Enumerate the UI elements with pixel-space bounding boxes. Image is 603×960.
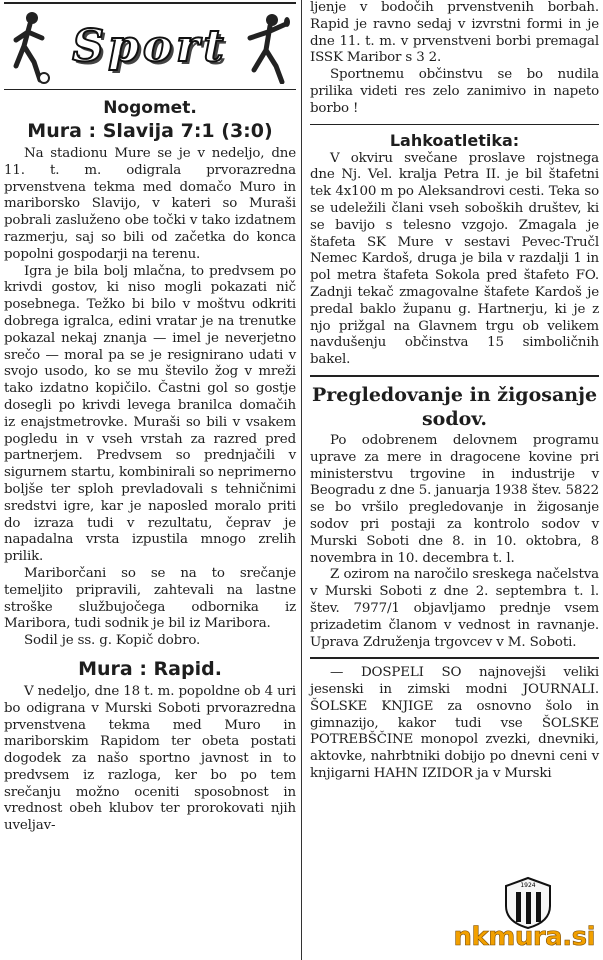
match1-paragraph: Igra je bila bolj mlačna, to predvsem po krivdi gostov, ki niso mogli pokazati nič posebnega. Težko bi bilo v moštvu odkriti dobrega igralca, edini vratar je na trenutke pokazal nekaj znanja — imel je neverjetno srečo — moral pa se je resignirano udati v svojo usodo, ko se mu število žog v mreži tako izdatno kopičilo. Častni gol so gostje dosegli po krivdi levega branilca domačih iz enajstmetrovke. Muraši so bili v vsakem pogledu in v vseh vrstah za razred pred partnerjem. Predvsem so prednjačili v sigurnem startu, kombinirali so neprimerno boljše ter sploh prevladovali s tehničnimi sredstvi igre, kar je naposled moralo priti do izraza tudi v rezultatu, čeprav je napadalna vrsta izpustila mnogo zrelih prilik.	[4, 263, 296, 565]
notice-paragraph: Po odobrenem delovnem programu uprave za mere in dragocene kovine pri ministerstvu trgovine in industrije v Beogradu z dne 5. januarja 1938 štev. 5822 se bo vršilo pregledovanje in žigosanje sodov pri postaji za kontrolo sodov v Murski Soboti dne 8. in 10. oktobra, 8 novembra in 10. decembra t. l.	[310, 432, 599, 566]
continuation-paragraph: Sportnemu občinstvu se bo nudila prilika videti res zelo zanimivo in napeto borbo !	[310, 67, 599, 116]
soccer-player-icon	[10, 10, 50, 84]
notice-paragraph: Z ozirom na naročilo sreskega načelstva v Murski Soboti z dne 2. septembra t. l. štev. 7977/1 objavljamo prednje vsem prizadetim članom v vednost in ravnanje. Uprava Združenja trgovcev v M. Soboti.	[310, 567, 599, 650]
athletics-title: Lahkoatletika:	[389, 130, 520, 150]
divider	[310, 375, 599, 377]
match1-paragraph: Na stadionu Mure se je v nedeljo, dne 11. t. m. odigrala prvorazredna prvenstvena tekma med domačo Muro in mariborsko Slavijo, v kateri so Muraši pobrali zasluženo obe točki v tako izdatnem razmerju, saj so bili od začetka do konca popolni gospodarji na terenu.	[4, 146, 296, 262]
banner-title: Sport	[72, 21, 228, 72]
match1-paragraph: Mariborčani so se na to srečanje temeljito pripravili, zahtevali na lastne stroške službujočega odbornika iz Maribora, tudi sodnik je bil iz Maribora.	[4, 565, 296, 632]
match2-paragraph: V nedeljo, dne 18 t. m. popoldne ob 4 uri bo odigrana v Murski Soboti prvorazredna prvenstvena tekma med Muro in mariborskim Rapidom ter obeta postati dogodek za našo sportno javnost in to predvsem iz razloga, ker bo po tem srečanju možno oceniti sposobnost in vrednost obeh klubov ter prorokovati njih uveljav-	[4, 683, 296, 834]
match1-referee: Sodil je ss. g. Kopič dobro.	[24, 633, 201, 649]
left-column	[2, 0, 302, 960]
divider	[310, 657, 599, 659]
sport-banner	[4, 2, 296, 90]
divider	[310, 124, 599, 125]
match1-title: Mura : Slavija 7:1 (3:0)	[27, 120, 273, 142]
logo-year: 1924	[520, 882, 536, 889]
athletics-paragraph: V okviru svečane proslave rojstnega dne Nj. Vel. kralja Petra II. je bil štafetni tek 4x100 m po Aleksandrovi cesti. Teka so se udeležili člani vseh soboških društev, ki se bavijo s telesno vzgojo. Zmagala je štafeta SK Mure v sestavi Pevec-Tručl Nemec Kardoš, druga je bila v razdalji 1 in pol metra štafeta Sokola pred štafeto FO. Zadnji tekač zmagovalne štafete Kardoš je predal baklo županu g. Hartnerju, ki je z njo prižgal na Glavnem trgu ob velikem navdušenju občinstva 15 simboličnih bakel.	[310, 150, 599, 368]
discus-thrower-icon	[242, 10, 290, 84]
right-column	[305, 0, 601, 960]
continuation-paragraph: ljenje v bodočih prvenstvenih borbah. Rapid je ravno sedaj v izvrstni formi in je dne 11. t. m. v prvenstveni borbi premagal ISSK Maribor s 3 2.	[310, 0, 599, 66]
match2-title: Mura : Rapid.	[78, 657, 222, 680]
advertisement-paragraph: — DOSPELI SO najnovejši veliki jesenski in zimski modni JOURNALI. ŠOLSKE KNJIGE za osnovno šolo in gimnazijo, kakor tudi vse ŠOLSKE POTREBŠČINE monopol zvezki, dnevniki, aktovke, nahrbtniki dobijo po dnevni ceni v knjigarni HAHN IZIDOR ja v Murski	[310, 665, 599, 782]
notice-title: Pregledovanje in žigosanje sodov.	[311, 383, 598, 430]
watermark: nkmura.si	[453, 922, 595, 952]
section-title-football: Nogomet.	[103, 98, 197, 118]
